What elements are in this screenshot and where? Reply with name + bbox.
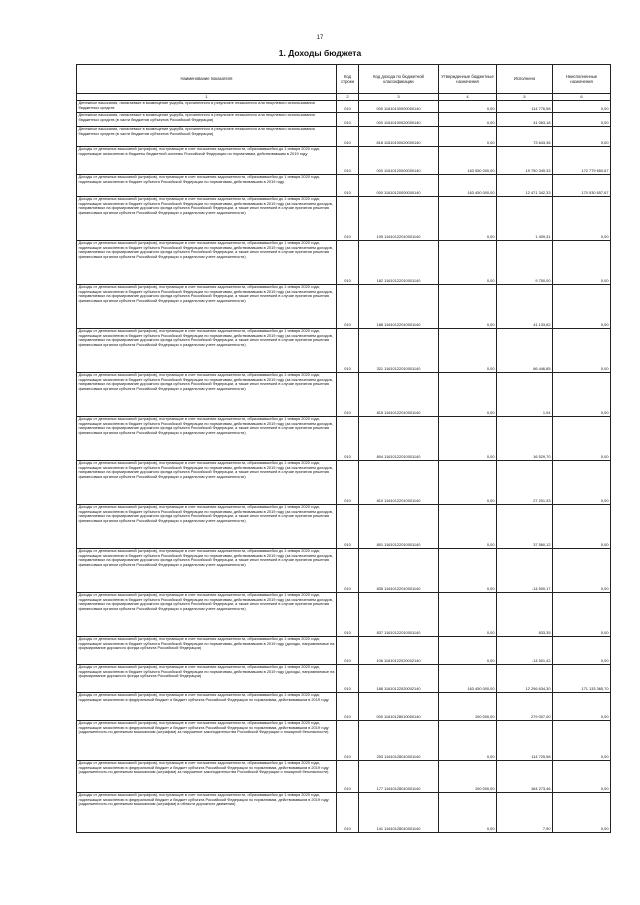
cell-executed: 12 471 342,33 xyxy=(497,175,553,197)
cell-executed: 16 529,70 xyxy=(497,417,553,461)
cell-unexecuted: 0,00 xyxy=(553,761,611,793)
cell-name: Доходы от денежных взысканий (штрафов), поступающие в счет погашения задолженности, образовавшейся до 1 января 2020 года, подлежащие зачислению в бюджеты бюджетной системы Российской Федерации по нормативам, действовавшим в 2019 году xyxy=(77,147,337,175)
cell-budget-code: 188 11610122010001140 xyxy=(359,285,439,329)
cell-executed: 41 133,62 xyxy=(497,285,553,329)
table-row xyxy=(77,329,611,373)
cell-executed: 279 007,00 xyxy=(497,693,553,721)
table-row xyxy=(77,637,611,665)
cell-name: Доходы от денежных взысканий (штрафов), поступающие в счет погашения задолженности, образовавшейся до 1 января 2020 года, подлежащие зачислению в бюджет субъекта Российской Федерации по нормативам, действовавшим в 2019 году (за исключением доходов, направляемых на формирование дорожного фонда субъекта Российской Федерации, а также иных платежей в случае принятия решения финансовым органом субъекта Российской Федерации о раздельном учете задолженности) xyxy=(77,549,337,593)
cell-name: Доходы от денежных взысканий (штрафов), поступающие в счет погашения задолженности, образовавшейся до 1 января 2020 года, подлежащие зачислению в бюджет субъекта Российской Федерации по нормативам, действовавшим в 2019 году (за исключением доходов, направляемых на формирование дорожного фонда субъекта Российской Федерации, а также иных платежей в случае принятия решения финансовым органом субъекта Российской Федерации о раздельном учете задолженности) xyxy=(77,593,337,637)
table-row xyxy=(77,101,611,113)
cell-unexecuted: 172 779 650,67 xyxy=(553,147,611,175)
table-row xyxy=(77,197,611,241)
cell-executed: 37 560,12 xyxy=(497,505,553,549)
cell-line-code: 010 xyxy=(337,693,359,721)
cell-name: Доходы от денежных взысканий (штрафов), поступающие в счет погашения задолженности, образовавшейся до 1 января 2020 года, подлежащие зачислению в бюджет субъекта Российской Федерации по нормативам, действовавшим в 2019 году (за исключением доходов, направляемых на формирование дорожного фонда субъекта Российской Федерации, а также иных платежей в случае принятия решения финансовым органом субъекта Российской Федерации о раздельном учете задолженности) xyxy=(77,329,337,373)
column-number: 1 xyxy=(77,94,337,101)
cell-unexecuted: 0,00 xyxy=(553,549,611,593)
cell-approved: 163 450 000,00 xyxy=(439,175,497,197)
table-row xyxy=(77,127,611,147)
table-row xyxy=(77,373,611,417)
cell-line-code: 010 xyxy=(337,417,359,461)
cell-unexecuted: 0,00 xyxy=(553,417,611,461)
cell-name: Доходы от денежных взысканий (штрафов), поступающие в счет погашения задолженности, образовавшейся до 1 января 2020 года, подлежащие зачислению в бюджет субъекта Российской Федерации по нормативам, действовавшим в 2019 году (за исключением доходов, направляемых на формирование дорожного фонда субъекта Российской Федерации, а также иных платежей в случае принятия решения финансовым органом субъекта Российской Федерации о раздельном учете задолженности) xyxy=(77,241,337,285)
table-row xyxy=(77,147,611,175)
cell-budget-code: 253 11610128010001140 xyxy=(359,721,439,761)
table-row xyxy=(77,175,611,197)
table-row xyxy=(77,285,611,329)
cell-approved: 0,00 xyxy=(439,793,497,833)
cell-unexecuted: 171 133 365,70 xyxy=(553,665,611,693)
cell-name: Доходы от денежных взысканий (штрафов), поступающие в счет погашения задолженности, образовавшейся до 1 января 2020 года, подлежащие зачислению в бюджет субъекта Российской Федерации по нормативам, действовавшим в 2019 году (доходы, направляемые на формирование дорожного фонда субъекта Российской Федерации) xyxy=(77,637,337,665)
table-row xyxy=(77,417,611,461)
cell-line-code: 010 xyxy=(337,197,359,241)
cell-budget-code: 000 11610100020000140 xyxy=(359,113,439,127)
cell-line-code: 010 xyxy=(337,285,359,329)
cell-budget-code: 835 11610122010001140 xyxy=(359,549,439,593)
table-row xyxy=(77,241,611,285)
cell-unexecuted: 0,00 xyxy=(553,241,611,285)
column-number: 5 xyxy=(497,94,553,101)
table-row xyxy=(77,505,611,549)
cell-name: Доходы от денежных взысканий (штрафов), поступающие в счет погашения задолженности, образовавшейся до 1 января 2020 года, подлежащие зачислению в бюджет субъекта Российской Федерации по нормативам, действовавшим в 2019 году (за исключением доходов, направляемых на формирование дорожного фонда субъекта Российской Федерации, а также иных платежей в случае принятия решения финансовым органом субъекта Российской Федерации о раздельном учете задолженности) xyxy=(77,461,337,505)
column-number: 3 xyxy=(359,94,439,101)
cell-unexecuted: 0,00 xyxy=(553,127,611,147)
cell-budget-code: 810 11610122010001140 xyxy=(359,461,439,505)
cell-budget-code: 000 11610120000000140 xyxy=(359,175,439,197)
cell-budget-code: 804 11610122010001140 xyxy=(359,417,439,461)
cell-approved: 0,00 xyxy=(439,461,497,505)
cell-executed: 114 776,58 xyxy=(497,101,553,113)
cell-name: Доходы от денежных взысканий (штрафов), поступающие в счет погашения задолженности, образовавшейся до 1 января 2020 года, подлежащие зачислению в бюджет субъекта Российской Федерации по нормативам, действовавшим в 2019 году (за исключением доходов, направляемых на формирование дорожного фонда субъекта Российской Федерации, а также иных платежей в случае принятия решения финансовым органом субъекта Российской Федерации о раздельном учете задолженности) xyxy=(77,285,337,329)
cell-executed: 9 750,00 xyxy=(497,241,553,285)
cell-name: Доходы от денежных взысканий (штрафов), поступающие в счет погашения задолженности, образовавшейся до 1 января 2020 года, подлежащие зачислению в федеральный бюджет и бюджет субъекта Российской Федерации по нормативам, действовавшим в 2019 году (задолженность по денежным взысканиям (штрафам) за нарушение законодательства Российской Федерации о пожарной безопасности) xyxy=(77,721,337,761)
header-approved: Утвержденные бюджетные назначения xyxy=(439,65,497,94)
cell-budget-code: 321 11610122010001140 xyxy=(359,329,439,373)
cell-unexecuted: 0,00 xyxy=(553,101,611,113)
cell-approved: 100 000,00 xyxy=(439,761,497,793)
cell-budget-code: 105 11610122010001140 xyxy=(359,197,439,241)
cell-name: Доходы от денежных взысканий (штрафов), поступающие в счет погашения задолженности, образовавшейся до 1 января 2020 года, подлежащие зачислению в бюджет субъекта Российской Федерации по нормативам, действовавшим в 2019 году (доходы, направляемые на формирование дорожного фонда субъекта Российской Федерации) xyxy=(77,665,337,693)
cell-executed: 164 273,46 xyxy=(497,761,553,793)
cell-line-code: 010 xyxy=(337,113,359,127)
table-row xyxy=(77,665,611,693)
cell-executed: -14 501,42 xyxy=(497,637,553,665)
table-row xyxy=(77,793,611,833)
cell-line-code: 010 xyxy=(337,127,359,147)
table-row xyxy=(77,721,611,761)
cell-name: Доходы от денежных взысканий (штрафов), поступающие в счет погашения задолженности, образовавшейся до 1 января 2020 года, подлежащие зачислению в федеральный бюджет и бюджет субъекта Российской Федерации по нормативам, действовавшим в 2019 году (задолженность по денежным взысканиям (штрафам) за нарушение законодательства Российской Федерации о пожарной безопасности) xyxy=(77,761,337,793)
column-number: 6 xyxy=(553,94,611,101)
table-row xyxy=(77,693,611,721)
cell-approved: 0,00 xyxy=(439,113,497,127)
cell-budget-code: 000 11610120000000140 xyxy=(359,147,439,175)
table-header-row xyxy=(77,65,611,94)
column-number: 2 xyxy=(337,94,359,101)
cell-executed: 27 201,33 xyxy=(497,461,553,505)
cell-name: Доходы от денежных взысканий (штрафов), поступающие в счет погашения задолженности, образовавшейся до 1 января 2020 года, подлежащие зачислению в бюджет субъекта Российской Федерации по нормативам, действовавшим в 2019 году (за исключением доходов, направляемых на формирование дорожного фонда субъекта Российской Федерации, а также иных платежей в случае принятия решения финансовым органом субъекта Российской Федерации о раздельном учете задолженности) xyxy=(77,373,337,417)
cell-approved: 0,00 xyxy=(439,241,497,285)
cell-approved: 0,00 xyxy=(439,285,497,329)
cell-line-code: 010 xyxy=(337,241,359,285)
cell-budget-code: 801 11610122010001140 xyxy=(359,505,439,549)
cell-approved: 0,00 xyxy=(439,637,497,665)
cell-executed: 12 296 634,30 xyxy=(497,665,553,693)
cell-budget-code: 177 11610128010001140 xyxy=(359,761,439,793)
page-number: 17 xyxy=(316,35,324,41)
cell-budget-code: 815 11610122010001140 xyxy=(359,373,439,417)
cell-approved: 0,00 xyxy=(439,593,497,637)
cell-unexecuted: 0,00 xyxy=(553,721,611,761)
cell-name: Доходы от денежных взысканий (штрафов), поступающие в счет погашения задолженности, образовавшейся до 1 января 2020 года, подлежащие зачислению в бюджет субъекта Российской Федерации по нормативам, действовавшим в 2019 году (за исключением доходов, направляемых на формирование дорожного фонда субъекта Российской Федерации, а также иных платежей в случае принятия решения финансовым органом субъекта Российской Федерации о раздельном учете задолженности) xyxy=(77,417,337,461)
cell-line-code: 010 xyxy=(337,373,359,417)
header-unexecuted: Неисполненные назначения xyxy=(553,65,611,94)
cell-executed: 73 643,36 xyxy=(497,127,553,147)
table-row xyxy=(77,549,611,593)
cell-budget-code: 106 11610122020002140 xyxy=(359,637,439,665)
cell-name: Денежные взыскания, налагаемые в возмещение ущерба, причиненного в результате незаконного или нецелевого использования бюджетных средств (в части бюджетов субъектов Российской Федерации) xyxy=(77,113,337,127)
cell-line-code: 010 xyxy=(337,665,359,693)
cell-executed: 114 725,58 xyxy=(497,721,553,761)
cell-approved: 100 000,00 xyxy=(439,693,497,721)
cell-approved: 163 450 000,00 xyxy=(439,665,497,693)
cell-line-code: 010 xyxy=(337,549,359,593)
table-row xyxy=(77,761,611,793)
cell-approved: 0,00 xyxy=(439,417,497,461)
cell-unexecuted: 0,00 xyxy=(553,461,611,505)
cell-unexecuted: 0,00 xyxy=(553,505,611,549)
cell-executed: -14 500,17 xyxy=(497,549,553,593)
cell-unexecuted: 0,00 xyxy=(553,593,611,637)
cell-approved: 0,00 xyxy=(439,373,497,417)
cell-budget-code: 141 11610128010001140 xyxy=(359,793,439,833)
cell-unexecuted: 170 930 657,67 xyxy=(553,175,611,197)
cell-name: Доходы от денежных взысканий (штрафов), поступающие в счет погашения задолженности, образовавшейся до 1 января 2020 года, подлежащие зачислению в бюджет субъекта Российской Федерации по нормативам, действовавшим в 2019 году xyxy=(77,175,337,197)
cell-line-code: 010 xyxy=(337,461,359,505)
cell-approved: 0,00 xyxy=(439,197,497,241)
cell-budget-code: 000 11610100000000140 xyxy=(359,101,439,113)
cell-approved: 0,00 xyxy=(439,505,497,549)
cell-approved: 0,00 xyxy=(439,549,497,593)
cell-approved: 0,00 xyxy=(439,329,497,373)
cell-executed: 66 446,85 xyxy=(497,329,553,373)
cell-unexecuted: 0,00 xyxy=(553,793,611,833)
table-row xyxy=(77,593,611,637)
column-number: 4 xyxy=(439,94,497,101)
header-executed: Исполнено xyxy=(497,65,553,94)
cell-unexecuted: 0,00 xyxy=(553,637,611,665)
cell-name: Доходы от денежных взысканий (штрафов), поступающие в счет погашения задолженности, образовавшейся до 1 января 2020 года, подлежащие зачислению в бюджет субъекта Российской Федерации по нормативам, действовавшим в 2019 году (за исключением доходов, направляемых на формирование дорожного фонда субъекта Российской Федерации, а также иных платежей в случае принятия решения финансовым органом субъекта Российской Федерации о раздельном учете задолженности) xyxy=(77,505,337,549)
cell-unexecuted: 0,00 xyxy=(553,285,611,329)
cell-line-code: 010 xyxy=(337,793,359,833)
cell-unexecuted: 0,00 xyxy=(553,113,611,127)
cell-budget-code: 837 11610122010001140 xyxy=(359,593,439,637)
income-table xyxy=(76,64,611,833)
cell-line-code: 010 xyxy=(337,761,359,793)
cell-line-code: 010 xyxy=(337,593,359,637)
table-row xyxy=(77,461,611,505)
cell-executed: 833,35 xyxy=(497,593,553,637)
cell-line-code: 010 xyxy=(337,329,359,373)
cell-budget-code: 182 11610122010001140 xyxy=(359,241,439,285)
cell-executed: 7,90 xyxy=(497,793,553,833)
cell-name: Доходы от денежных взысканий (штрафов), поступающие в счет погашения задолженности, образовавшейся до 1 января 2020 года, подлежащие зачислению в федеральный бюджет и бюджет субъекта Российской Федерации по нормативам, действовавшим в 2019 году xyxy=(77,693,337,721)
page-title: 1. Доходы бюджета xyxy=(278,48,362,58)
cell-name: Доходы от денежных взысканий (штрафов), поступающие в счет погашения задолженности, образовавшейся до 1 января 2020 года, подлежащие зачислению в федеральный бюджет и бюджет субъекта Российской Федерации по нормативам, действовавшим в 2019 году (задолженность по денежным взысканиям (штрафам) в области дорожного движения) xyxy=(77,793,337,833)
cell-line-code: 010 xyxy=(337,101,359,113)
table-row xyxy=(77,113,611,127)
cell-approved: 0,00 xyxy=(439,721,497,761)
header-line: Код строки xyxy=(337,65,359,94)
header-code: Код дохода по бюджетной классификации xyxy=(359,65,439,94)
cell-executed: 41 063,18 xyxy=(497,113,553,127)
cell-unexecuted: 0,00 xyxy=(553,197,611,241)
cell-executed: 1 409,31 xyxy=(497,197,553,241)
cell-budget-code: 818 11610100020000140 xyxy=(359,127,439,147)
header-name: Наименование показателя xyxy=(77,65,337,94)
cell-approved: 0,00 xyxy=(439,127,497,147)
cell-unexecuted: 0,00 xyxy=(553,329,611,373)
cell-line-code: 010 xyxy=(337,505,359,549)
cell-unexecuted: 0,00 xyxy=(553,693,611,721)
column-numbers-row xyxy=(77,94,611,101)
cell-executed: 19 750 349,33 xyxy=(497,147,553,175)
cell-line-code: 010 xyxy=(337,147,359,175)
cell-budget-code: 000 11610128010000140 xyxy=(359,693,439,721)
cell-line-code: 010 xyxy=(337,175,359,197)
cell-executed: 1,94 xyxy=(497,373,553,417)
cell-line-code: 010 xyxy=(337,637,359,665)
cell-name: Денежные взыскания, налагаемые в возмещение ущерба, причиненного в результате незаконного или нецелевого использования бюджетных средств xyxy=(77,101,337,113)
cell-name: Денежные взыскания, налагаемые в возмещение ущерба, причиненного в результате незаконного или нецелевого использования бюджетных средств (в части бюджетов субъектов Российской Федерации) xyxy=(77,127,337,147)
cell-unexecuted: 0,00 xyxy=(553,373,611,417)
cell-line-code: 010 xyxy=(337,721,359,761)
cell-name: Доходы от денежных взысканий (штрафов), поступающие в счет погашения задолженности, образовавшейся до 1 января 2020 года, подлежащие зачислению в бюджет субъекта Российской Федерации по нормативам, действовавшим в 2019 году (за исключением доходов, направляемых на формирование дорожного фонда субъекта Российской Федерации, а также иных платежей в случае принятия решения финансовым органом субъекта Российской Федерации о раздельном учете задолженности) xyxy=(77,197,337,241)
cell-approved: 0,00 xyxy=(439,101,497,113)
cell-approved: 163 550 000,00 xyxy=(439,147,497,175)
cell-budget-code: 188 11610122020002140 xyxy=(359,665,439,693)
